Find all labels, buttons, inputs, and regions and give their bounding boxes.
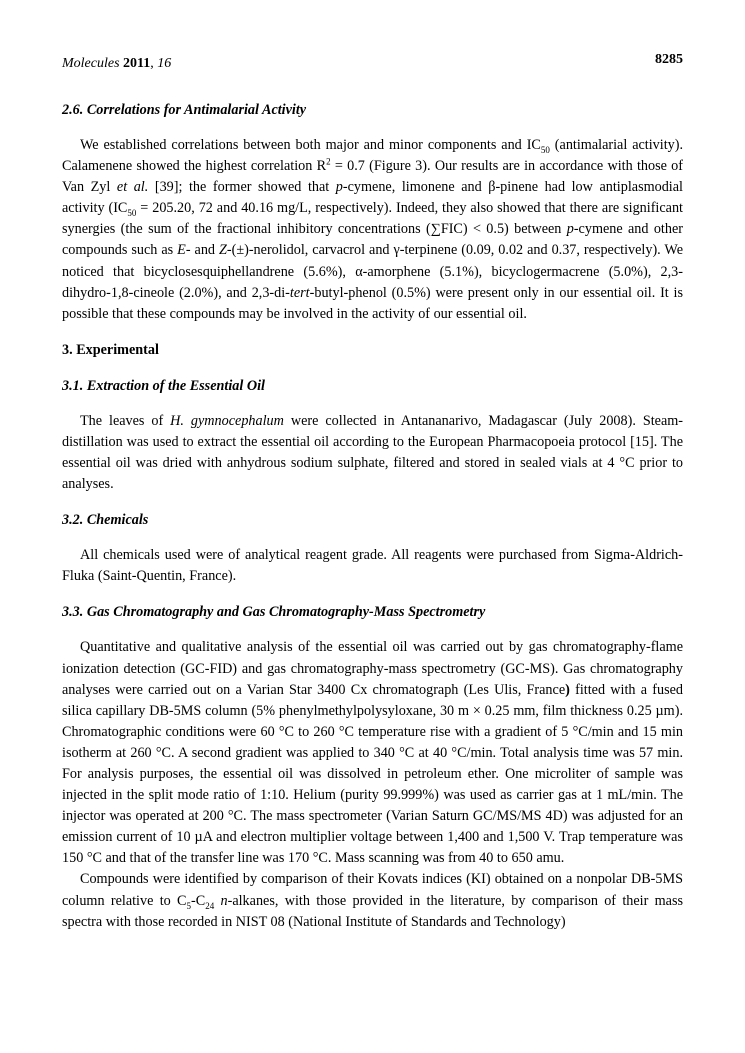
subscript: 5 <box>186 900 191 911</box>
section-heading-3-3: 3.3. Gas Chromatography and Gas Chromatography-Mass Spectrometry <box>62 604 486 621</box>
text-run: -butyl-phenol (0.5%) were present only in our essential oil. It is possible that these compounds may be involved in the activity of our essential oil. <box>62 284 683 322</box>
text-run: Compounds were identified by comparison of their Kovats indices (KI) obtained on a nonpolar DB-5MS column relative to C <box>62 871 683 909</box>
text-run: = 205.20, 72 and 40.16 mg/L, respectively). Indeed, they also showed that there are significant synergies (the sum of the fractional inhibitory concentrations (∑FIC) < 0.5) between <box>62 200 683 238</box>
superscript: 2 <box>326 156 331 167</box>
subscript: 50 <box>127 208 137 219</box>
section-heading-3-1: 3.1. Extraction of the Essential Oil <box>62 377 265 394</box>
text-run: [39]; the former showed that <box>148 179 336 196</box>
page <box>62 52 683 933</box>
italic-text: et al. <box>116 179 149 196</box>
text-run: We established correlations between both major and minor components and IC <box>80 137 541 153</box>
italic-text: tert <box>289 284 310 301</box>
journal-name: Molecules <box>62 56 120 71</box>
subscript: 50 <box>540 144 550 155</box>
text-run: fitted with a fused silica capillary DB-5MS column (5% phenylmethylpolysyloxane, 30 m × 0.25 mm, film thickness 0.25 µm). Chromatographic conditions were 60 °C to 260 °C temperature rise with a gradient of 5 °C/min and 15 min isotherm at 260 °C. A second gradient was applied to 340 °C at 40 °C/min. Total analysis time was 57 min. For analysis purposes, the essential oil was dissolved in petroleum ether. One microliter of sample was injected in the split mode ratio of 1:10. Helium (purity 99.999%) was used as carrier gas at 1 mL/min. The injector was operated at 200 °C. The mass spectrometer (Varian Saturn GC/MS/MS 4D) was adjusted for an emission current of 10 µA and electron multiplier voltage between 1,400 and 1,500 V. Trap temperature was 150 °C and that of the transfer line was 170 °C. Mass scanning was from 40 to 650 amu. <box>62 681 683 867</box>
journal-citation: Molecules 2011, 16 <box>62 56 172 71</box>
text-run: Quantitative and qualitative analysis of the essential oil was carried out by gas chromatography-flame ionization detection (GC-FID) and gas chromatography-mass spectrometry (GC-MS). Gas chromatography analyses were carried out on a Varian Star 3400 Cx chromatograph (Les Ulis, France <box>62 639 683 698</box>
italic-text: Z <box>218 242 227 259</box>
text-run: -cymene and other compounds such as <box>62 221 683 259</box>
subscript: 24 <box>205 900 215 911</box>
text-run: The leaves of <box>80 412 171 429</box>
bold-paren: ) <box>565 681 570 698</box>
text-run: (antimalarial activity). Calamenene showed the highest correlation R <box>62 137 684 175</box>
page-number: 8285 <box>655 52 683 67</box>
text-run: were collected in Antananarivo, Madagascar (July 2008). Steam-distillation was used to extract the essential oil according to the European Pharmacopoeia protocol [15]. The essential oil was dried with anhydrous sodium sulphate, filtered and stored in sealed vials at 4 °C prior to analyses. <box>62 412 683 493</box>
italic-text: E <box>177 242 186 259</box>
text-run: = 0.7 (Figure 3). Our results are in accordance with those of Van Zyl <box>62 158 684 196</box>
paragraph-extraction <box>62 411 683 495</box>
section-heading-3: 3. Experimental <box>62 341 159 358</box>
section-heading-3-2: 3.2. Chemicals <box>62 512 149 529</box>
text-run: -cymene, limonene and β-pinene had low antiplasmodial activity (IC <box>62 179 683 217</box>
journal-year: 2011 <box>123 56 151 71</box>
paragraph-gc-ms <box>62 637 683 869</box>
italic-text: p <box>335 179 343 196</box>
italic-text: p <box>566 221 574 238</box>
running-header <box>62 52 683 74</box>
journal-volume: 16 <box>157 56 172 71</box>
paragraph-antimalarial <box>62 135 683 325</box>
text-run: -(±)-nerolidol, carvacrol and γ-terpinene (0.09, 0.02 and 0.37, respectively). We noticed that bicyclosesquiphellandrene (5.6%), α-amorphene (5.1%), bicyclogermacrene (5.0%), 2,3-dihydro-1,8-cineole (2.0%), and 2,3-di- <box>62 242 683 301</box>
paragraph-identification <box>62 869 683 932</box>
text-run: - and <box>185 242 219 259</box>
text-run: -alkanes, with those provided in the literature, by comparison of their mass spectra with those recorded in NIST 08 (National Institute of Standards and Technology) <box>62 892 684 930</box>
italic-text: n <box>220 892 228 909</box>
species-name: H. gymnocephalum <box>170 412 284 429</box>
section-heading-2-6: 2.6. Correlations for Antimalarial Activity <box>62 102 307 118</box>
text-run: -C <box>191 892 206 909</box>
paragraph-chemicals: All chemicals used were of analytical reagent grade. All reagents were purchased from Sigma-Aldrich-Fluka (Saint-Quentin, France). <box>62 547 683 585</box>
